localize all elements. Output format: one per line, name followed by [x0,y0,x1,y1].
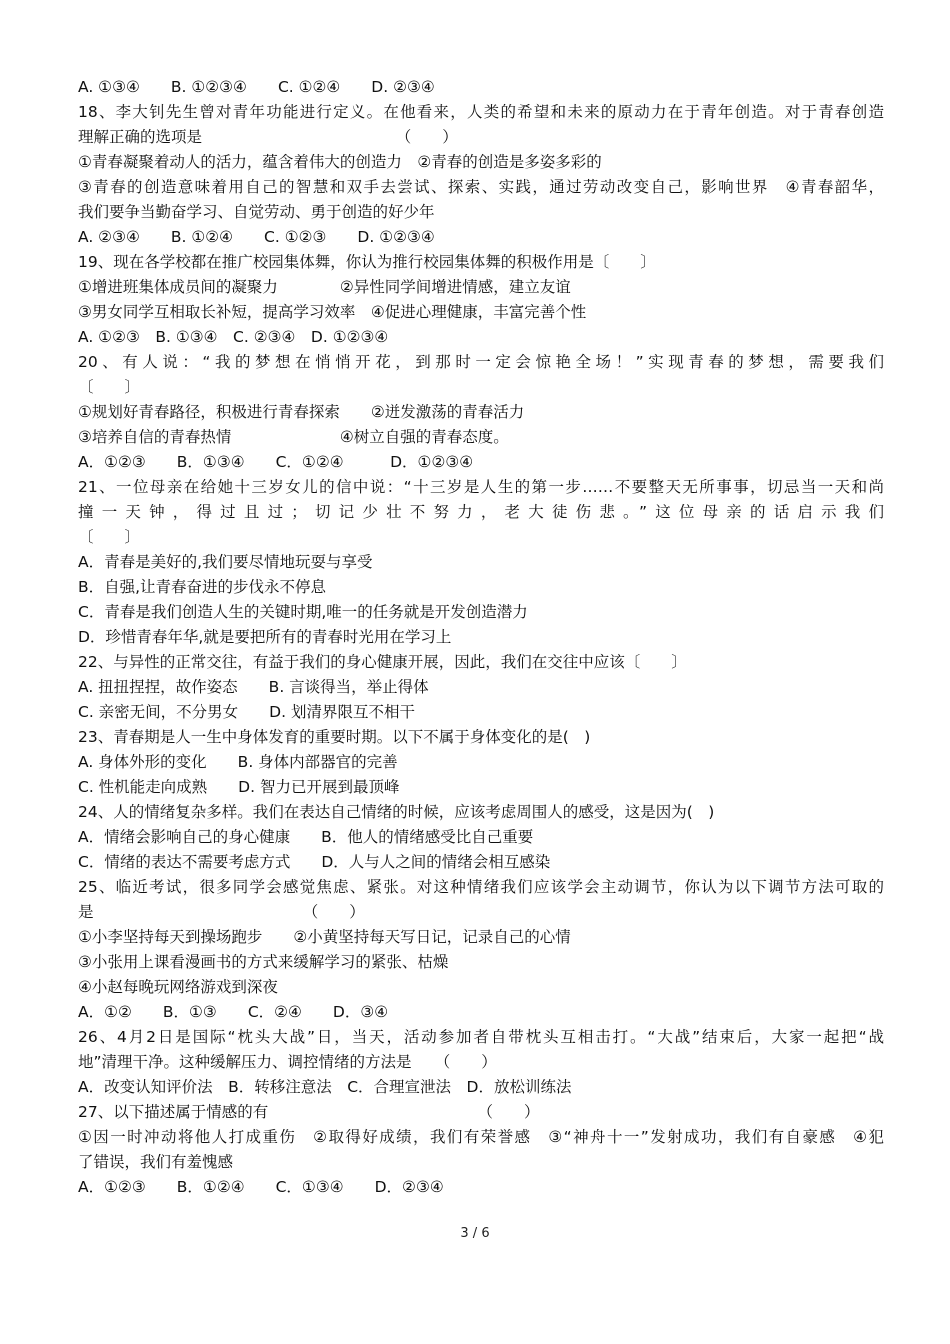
q25-statement-4: ④小赵每晚玩网络游戏到深夜 [78,978,278,996]
q24-options-ab: A．情绪会影响自己的身心健康 B．他人的情绪感受比自己重要 [78,828,534,846]
page-number: 3 / 6 [460,1226,490,1241]
q27-stem: 27、以下描述属于情感的有 （ ） [78,1103,540,1121]
q24-stem: 24、人的情绪复杂多样。我们在表达自己情绪的时候，应该考虑周围人的感受，这是因为( ) [78,803,715,821]
q21-option-d: D．珍惜青春年华,就是要把所有的青春时光用在学习上 [78,628,452,646]
q26-options: A．改变认知评价法 B．转移注意法 C．合理宣泄法 D．放松训练法 [78,1078,572,1096]
q21-stem-line1: 21、一位母亲在给她十三岁女儿的信中说：“十三岁是人生的第一步……不要整天无所事事，切忌当一天和尚 [78,478,884,496]
q26-stem-line1: 26、4月2日是国际“枕头大战”日，当天，活动参加者自带枕头互相击打。“大战”结束后，大家一起把“战 [78,1028,884,1046]
q20-options: A．①②③ B．①③④ C．①②④ D．①②③④ [78,453,474,471]
q17-options: A. ①③④ B. ①②③④ C. ①②④ D. ②③④ [78,78,435,96]
q23-options-ab: A. 身体外形的变化 B. 身体内部器官的完善 [78,753,398,771]
q21-stem-bracket: 〔 〕 [78,528,141,546]
q21-option-a: A．青春是美好的,我们要尽情地玩耍与享受 [78,553,373,571]
q18-statement-3-4: ③青春的创造意味着用自己的智慧和双手去尝试、探索、实践，通过劳动改变自己，影响世界 ④青春韶华， [78,178,884,196]
q23-options-cd: C. 性机能走向成熟 D. 智力已开展到最顶峰 [78,778,400,796]
q18-stem-line2: 理解正确的选项是 （ ） [78,128,458,146]
q27-options: A．①②③ B．①②④ C．①③④ D．②③④ [78,1178,444,1196]
q19-statement-1-2: ①增进班集体成员间的凝聚力 ②异性同学间增进情感，建立友谊 [78,278,571,296]
q20-stem-bracket: 〔 〕 [78,378,141,396]
q22-stem: 22、与异性的正常交往，有益于我们的身心健康开展，因此，我们在交往中应该〔 〕 [78,653,687,671]
q24-options-cd: C．情绪的表达不需要考虑方式 D．人与人之间的情绪会相互感染 [78,853,551,871]
q27-statements: ①因一时冲动将他人打成重伤 ②取得好成绩，我们有荣誉感 ③“神舟十一”发射成功，我们有自豪感 ④犯 [78,1128,884,1146]
q25-stem-line2: 是 （ ） [78,903,365,921]
q21-option-b: B．自强,让青春奋进的步伐永不停息 [78,578,327,596]
q18-options: A. ②③④ B. ①②④ C. ①②③ D. ①②③④ [78,228,435,246]
q19-stem: 19、现在各学校都在推广校园集体舞，你认为推行校园集体舞的积极作用是〔 〕 [78,253,656,271]
q18-statement-1-2: ①青春凝聚着动人的活力，蕴含着伟大的创造力 ②青春的创造是多姿多彩的 [78,153,602,171]
q25-options: A．①② B．①③ C．②④ D．③④ [78,1003,389,1021]
q19-options: A. ①②③ B. ①③④ C. ②③④ D. ①②③④ [78,328,389,346]
q22-options-cd: C. 亲密无间，不分男女 D. 划清界限互不相干 [78,703,415,721]
q21-option-c: C．青春是我们创造人生的关键时期,唯一的任务就是开发创造潜力 [78,603,528,621]
q18-stem-line1: 18、李大钊先生曾对青年功能进行定义。在他看来，人类的希望和未来的原动力在于青年创造。对于青春创造 [78,103,884,121]
q27-statement-4-cont: 了错误，我们有羞愧感 [78,1153,234,1171]
q25-statement-3: ③小张用上课看漫画书的方式来缓解学习的紧张、枯燥 [78,953,449,971]
q23-stem: 23、青春期是人一生中身体发育的重要时期。以下不属于身体变化的是( ) [78,728,591,746]
q20-statement-3-4: ③培养自信的青春热情 ④树立自强的青春态度。 [78,428,509,446]
q25-stem-line1: 25、临近考试，很多同学会感觉焦虑、紧张。对这种情绪我们应该学会主动调节，你认为以下调节方法可取的 [78,878,884,896]
q26-stem-line2: 地”清理干净。这种缓解压力、调控情绪的方法是 （ ） [78,1053,497,1071]
q21-stem-line2: 撞一天钟，得过且过；切记少壮不努力，老大徒伤悲。”这位母亲的话启示我们 [78,503,884,521]
q19-statement-3-4: ③男女同学互相取长补短，提高学习效率 ④促进心理健康，丰富完善个性 [78,303,587,321]
q25-statement-1-2: ①小李坚持每天到操场跑步 ②小黄坚持每天写日记，记录自己的心情 [78,928,571,946]
q22-options-ab: A. 扭扭捏捏，故作姿态 B. 言谈得当，举止得体 [78,678,429,696]
q18-statement-4-cont: 我们要争当勤奋学习、自觉劳动、勇于创造的好少年 [78,203,435,221]
q20-stem-line1: 20、有人说：“我的梦想在悄悄开花，到那时一定会惊艳全场！”实现青春的梦想，需要我们 [78,353,884,371]
q20-statement-1-2: ①规划好青春路径，积极进行青春探索 ②迸发激荡的青春活力 [78,403,525,421]
